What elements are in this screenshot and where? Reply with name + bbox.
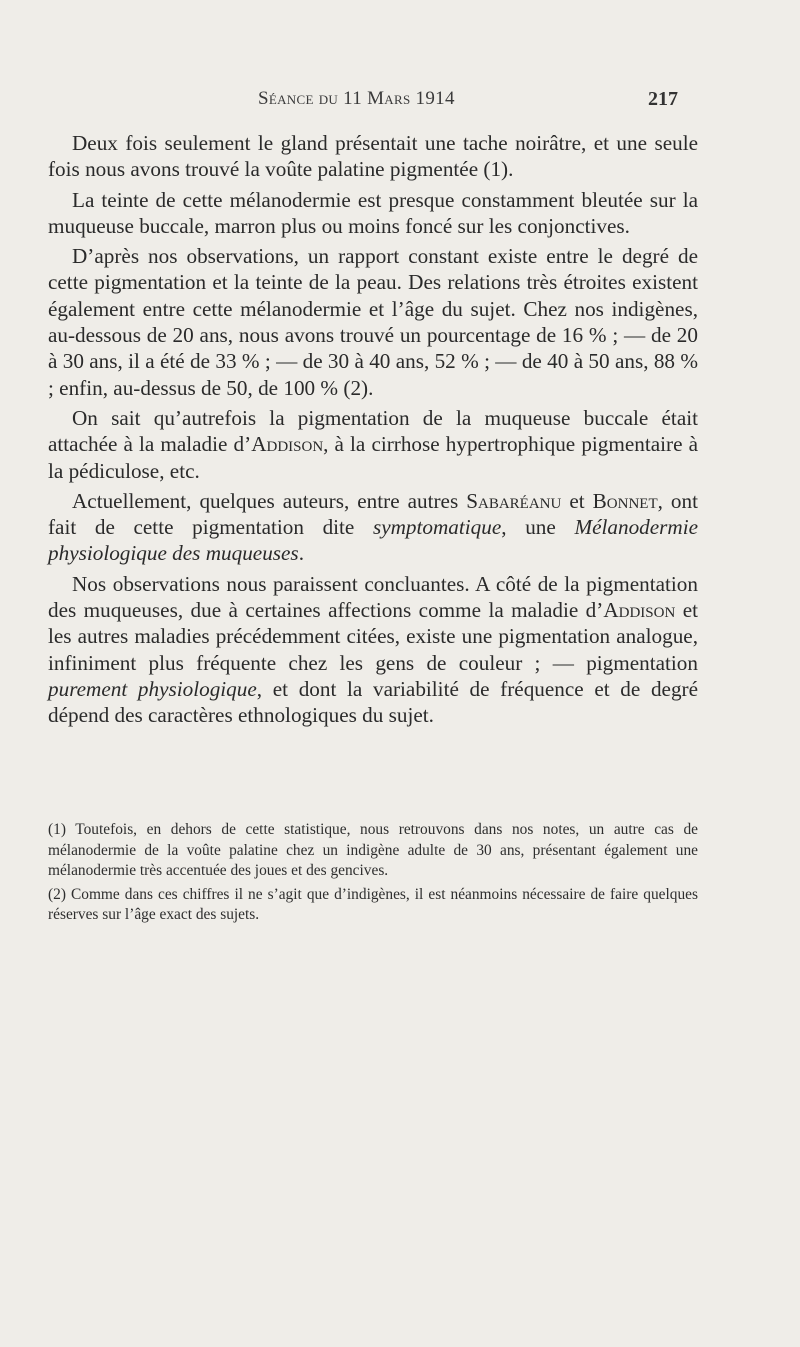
paragraph-2: La teinte de cette mélanodermie est presque constamment bleutée sur la muqueuse buccale, marron plus ou moins foncé sur les conjonctives. <box>48 187 698 238</box>
paragraph-6-text-a: Nos observations nous paraissent concluantes. A côté de la pigmentation des muqueuses, due à certaines affections comme la maladie d’ <box>48 571 698 623</box>
running-title: Séance du 11 Mars 1914 <box>258 88 455 109</box>
paragraph-5-text-c: , ont fait de cette pigmentation dite <box>48 488 699 540</box>
paragraph-6-text-c: , et dont la variabilité de fréquence et de degré dépend des caractères ethnologiques du sujet. <box>48 676 699 728</box>
paragraph-6-text-b: et les autres maladies précédemment citées, existe une pigmentation analogue, infiniment plus fréquente chez les gens de couleur ; — pigmentation <box>48 598 698 675</box>
paragraph-5 <box>48 488 698 567</box>
italic-term-melanodermie: Mélanodermie physiologique des muqueuses <box>48 515 699 566</box>
paragraph-5-text-b: et <box>561 488 593 513</box>
main-text <box>48 130 698 733</box>
author-name-addison: Addison <box>251 432 324 457</box>
footnote-1: (1) Toutefois, en dehors de cette statistique, nous retrouvons dans nos notes, un autre cas de mélanodermie de la voûte palatine chez un indigène adulte de 30 ans, présentant également une mélanodermie très accentuée des joues et des gencives. <box>48 821 698 879</box>
page-number: 217 <box>648 88 678 110</box>
paragraph-4 <box>48 405 698 484</box>
author-name-sabareanu: Sabaréanu <box>466 488 562 513</box>
paragraph-5-text-e: . <box>298 541 304 566</box>
author-name-addison-2: Addison <box>603 598 676 623</box>
paragraph-1: Deux fois seulement le gland présentait une tache noirâtre, et une seule fois nous avons trouvé la voûte palatine pigmentée (1). <box>48 131 698 182</box>
paragraph-3: D’après nos observations, un rapport constant existe entre le degré de cette pigmentation et la teinte de la peau. Des relations très étroites existent également entre cette mélanodermie et l’âge du sujet. Chez nos indigènes, au-dessous de 20 ans, nous avons trouvé un pourcentage de 16 % ; — de 20 à 30 ans, il a été de 33 % ; — de 30 à 40 ans, 52 % ; — de 40 à 50 ans, 88 % ; enfin, au-dessus de 50, de 100 % (2). <box>48 244 698 400</box>
italic-term-physiologique: purement physiologique <box>48 676 257 701</box>
page-header <box>0 88 800 118</box>
paragraph-6 <box>48 571 698 729</box>
footnotes <box>48 820 698 929</box>
paragraph-4-text-a: On sait qu’autrefois la pigmentation de la muqueuse buccale était attachée à la maladie d’ <box>48 405 698 457</box>
author-name-bonnet: Bonnet <box>592 488 658 513</box>
italic-term-symptomatique: symptomatique <box>372 515 502 540</box>
paragraph-4-text-b: , à la cirrhose hypertrophique pigmentaire à la pédiculose, etc. <box>48 432 699 483</box>
paragraph-5-text-a: Actuellement, quelques auteurs, entre autres <box>72 488 467 513</box>
paragraph-5-text-d: , une <box>501 515 575 540</box>
footnote-2: (2) Comme dans ces chiffres il ne s’agit que d’indigènes, il est néanmoins nécessaire de faire quelques réserves sur l’âge exact des sujets. <box>48 885 698 923</box>
